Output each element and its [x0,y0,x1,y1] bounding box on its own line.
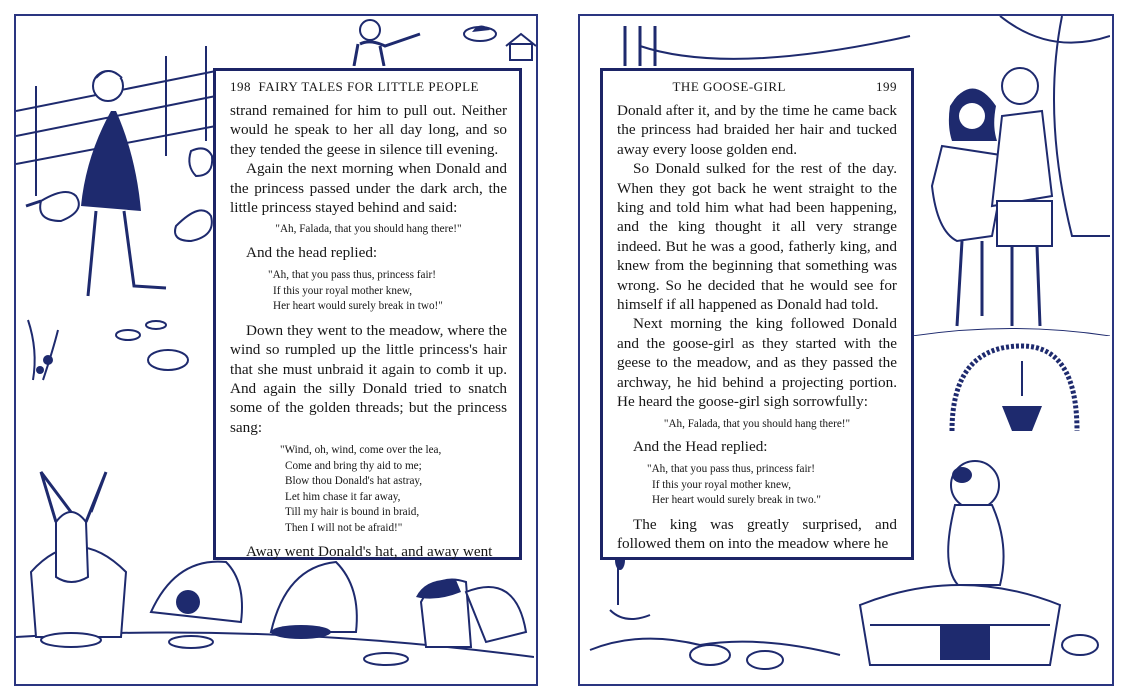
boy-chasing-hat-illustration [340,14,540,66]
book-gutter [548,0,574,698]
right-paragraph-4: The king was greatly surprised, and followed them on into the meadow where he [617,515,897,553]
left-page-number-and-title: 198 FAIRY TALES FOR LITTLE PEOPLE [230,79,480,94]
right-verse-1 [647,462,897,509]
left-verse-1-line: Her heart would surely break in two!" [273,300,443,313]
girl-with-geese-illustration [16,16,216,306]
left-reply-line: And the head replied: [246,243,378,261]
archway-lantern-illustration [912,336,1110,446]
left-text-panel [213,68,522,560]
right-verse-1-line: If this your royal mother knew, [652,478,792,491]
left-verse-2-line: Then I will not be afraid!" [285,521,403,534]
left-paragraph-4: Away went Donald's hat, and away went [246,543,493,561]
flowers-and-stones-illustration [18,300,213,390]
left-paragraph-3: Down they went to the meadow, where the wind so rumpled up the little princess's hair that she must unbraid it again to comb it up. And again the silly Donald tried to snatch some of the golden threads; but the princess sang: [230,321,507,436]
right-page [574,0,1126,698]
left-verse-2-line: "Wind, oh, wind, come over the lea, [280,444,442,457]
right-verse-1-line: "Ah, that you pass thus, princess fair! [647,463,815,476]
left-page [0,0,548,698]
right-paragraph-1: Donald after it, and by the time he came back the princess had braided her hair and tucked away every loose golden end. [617,102,897,158]
right-paragraph-2: So Donald sulked for the rest of the day. When they got back he went straight to the king and told him what had been happening, and the king thought it all very strange indeed. But he was a good, fatherly king, and knew from the beginning that something was wrong. So he decided that he would see for himself if all happened as Donald had told. [617,160,897,314]
boy-and-girl-illustration [912,16,1110,336]
left-verse-1 [268,268,507,315]
left-verse-2-line: Blow thou Donald's hat astray, [285,475,423,488]
left-verse-1-line: If this your royal mother knew, [273,284,413,297]
left-verse-2-line: Let him chase it far away, [285,490,401,503]
left-verse-1-line: "Ah, that you pass thus, princess fair! [268,269,436,282]
right-text-panel [600,68,914,560]
left-page-header [230,79,507,95]
right-running-title: THE GOOSE-GIRL [672,79,786,94]
right-verse-1-line: Her heart would surely break in two." [652,494,821,507]
left-verse-2-line: Till my hair is bound in braid, [285,506,420,519]
right-reply-line: And the Head replied: [633,438,768,455]
right-page-header [617,79,897,95]
left-verse-2 [280,443,507,536]
left-paragraph-1: strand remained for him to pull out. Neither would he speak to her all day long, and so they tended the geese in silence till evening. [230,102,507,158]
right-falada-quote: "Ah, Falada, that you should hang there!" [663,417,851,430]
left-falada-quote: "Ah, Falada, that you should hang there!" [275,223,462,236]
right-paragraph-3: Next morning the king followed Donald and the goose-girl as they started with the geese to the meadow, and as they passed the archway, he hid behind a projecting portion. He heard the goose-girl sigh sorrowfully: [617,315,897,411]
left-paragraph-2: Again the next morning when Donald and the princess passed under the dark arch, the little princess stayed behind and said: [230,160,507,217]
left-verse-2-line: Come and bring thy aid to me; [285,459,422,472]
right-page-number: 199 [876,79,897,94]
